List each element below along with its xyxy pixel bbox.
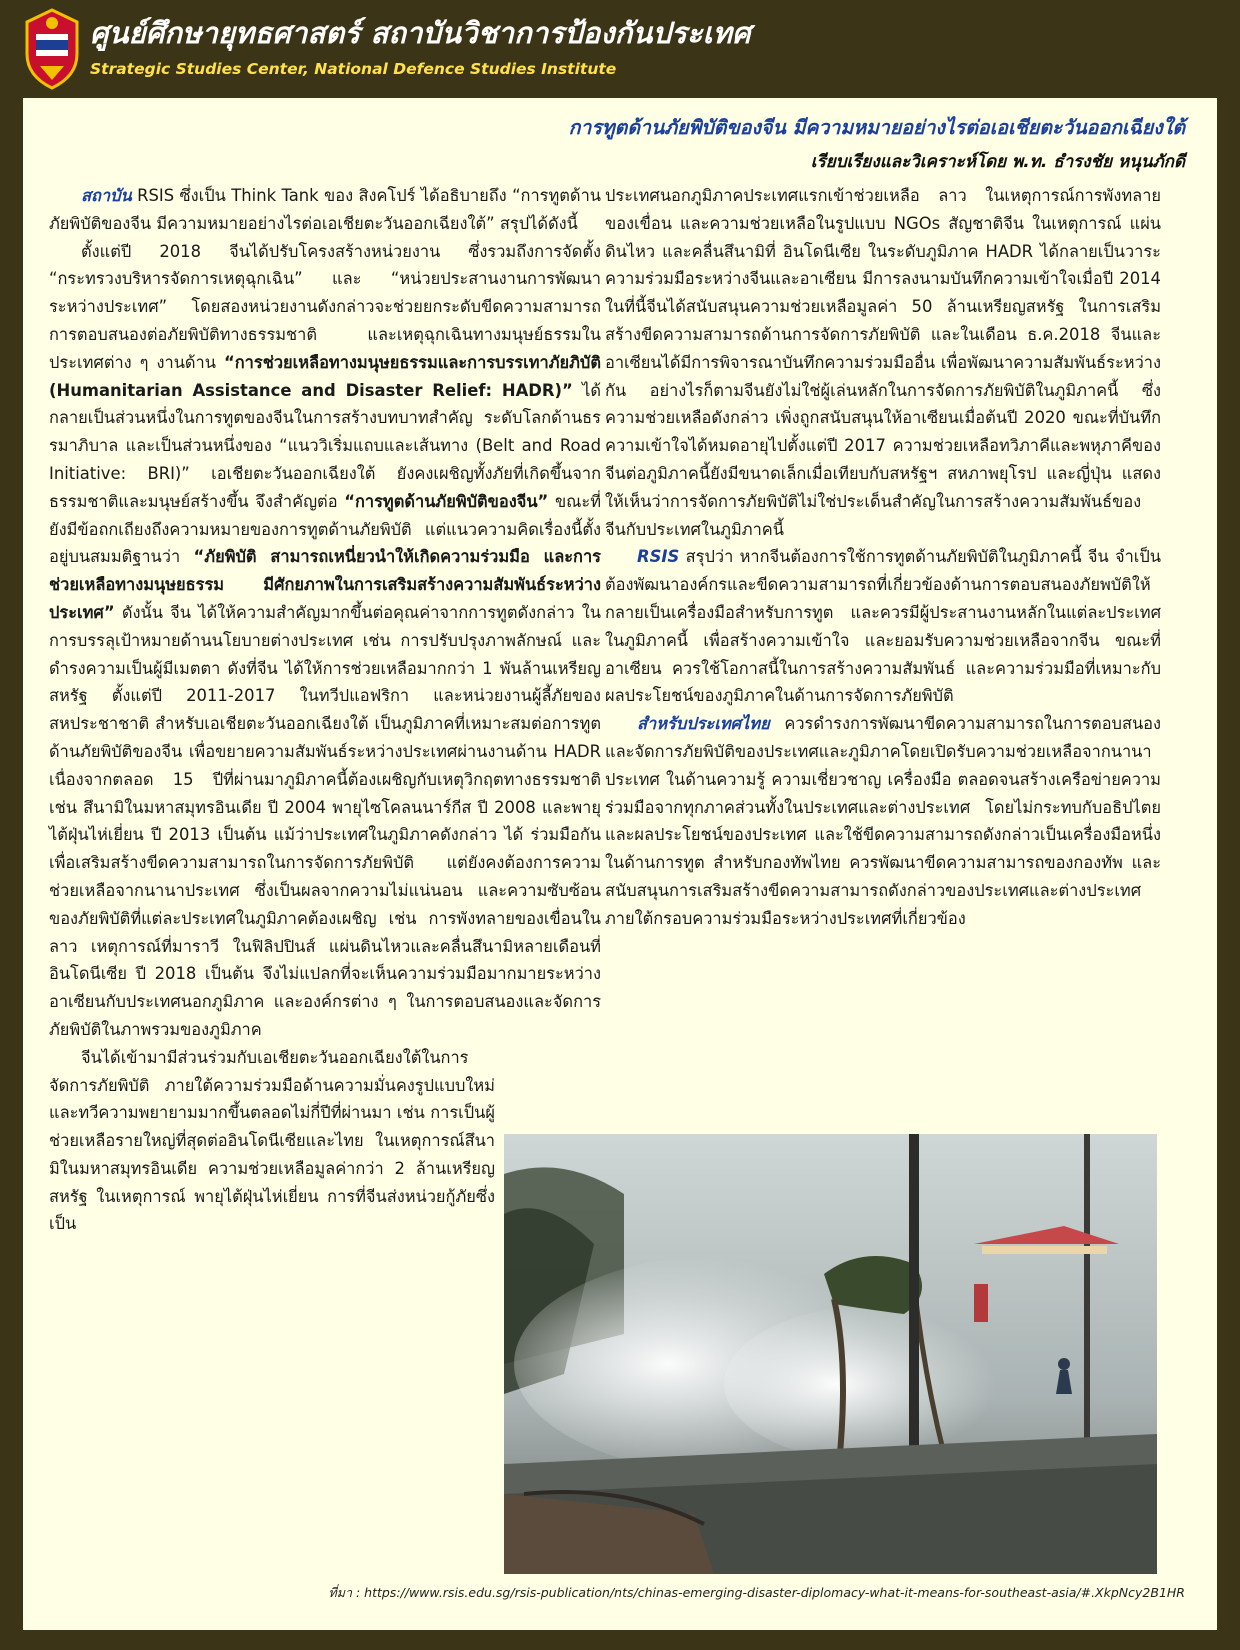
keyword-rsis: RSIS: [637, 547, 680, 567]
header-title-th: ศูนย์ศึกษายุทธศาสตร์ สถาบันวิชาการป้องกันประเทศ: [90, 16, 751, 50]
keyword-thailand: สำหรับประเทศไทย: [637, 714, 770, 734]
disaster-diplomacy-highlight: “การทูตด้านภัยพิบัติของจีน”: [344, 491, 549, 511]
article-author: เรียบเรียงและวิเคราะห์โดย พ.ท. ธำรงชัย หนุนภักดี: [810, 152, 1185, 172]
header-title-en: Strategic Studies Center, National Defence Studies Institute: [90, 60, 617, 78]
article-title: การทูตด้านภัยพิบัติของจีน มีความหมายอย่างไรต่อเอเชียตะวันออกเฉียงใต้: [568, 116, 1185, 139]
typhoon-storm-photo: [504, 1134, 1157, 1574]
keyword-institute: สถาบัน: [81, 186, 132, 205]
article-page: [23, 98, 1217, 1630]
paragraph-rsis-summary: RSIS สรุปว่า หากจีนต้องการใช้การทูตด้านภัยพิบัติในภูมิภาคนี้ จีน จำเป็นต้องพัฒนาองค์กรและขีดความสามารถที่เกี่ยวข้องด้านการตอบสนองภัยพบัติให้กลายเป็นเครื่องมือสำหรับการทูต และควรมีผู้ประสานงานหลักในแต่ละประเทศในภูมิภาคนี้ เพื่อสร้างความเข้าใจ และยอมรับความช่วยเหลือจากจีน ขณะที่อาเซียน ควรใช้โอกาสนี้ในการสร้างความสัมพันธ์ และความร่วมมือที่เหมาะกับผลประโยชน์ของภูมิภาคในด้านการจัดการภัยพิบัติ: [605, 547, 1161, 706]
paragraph-continued: ประเทศนอกภูมิภาคประเทศแรกเข้าช่วยเหลือ ลาว ในเหตุการณ์การพังทลายของเขื่อน และความช่วยเหลือในรูปแบบ NGOs สัญชาติจีน ในเหตุการณ์ แผ่นดินไหว และคลื่นสึนามิที่ อินโดนีเซีย ในระดับภูมิภาค HADR ได้กลายเป็นวาระความร่วมมือระหว่างจีนและอาเซียน มีการลงนามบันทึกความเข้าใจเมื่อปี 2014 ในที่นี้จีนได้สนับสนุนความช่วยเหลือมูลค่า 50 ล้านเหรียญสหรัฐ ในการเสริมสร้างขีดความสามารถด้านการจัดการภัยพิบัติ และในเดือน ธ.ค.2018 จีนและอาเซียนได้มีการพิจารณาบันทึกความร่วมมืออื่น เพื่อพัฒนาความสัมพันธ์ระหว่างกัน อย่างไรก็ตามจีนยังไม่ใช่ผู้เล่นหลักในการจัดการภัยพิบัติในภูมิภาคนี้ ซึ่งความช่วยเหลือดังกล่าว เพิ่งถูกสนับสนุนให้อาเซียนเมื่อต้นปี 2020 ขณะที่บันทึกความเข้าใจได้หมดอายุไปตั้งแต่ปี 2017 ความช่วยเหลือทวิภาคีและพหุภาคีของจีนต่อภูมิภาคนี้ยังมีขนาดเล็กเมื่อเทียบกับสหรัฐฯ สหภาพยุโรป และญี่ปุ่น แสดงให้เห็นว่าการจัดการภัยพิบัติไม่ใช่ประเด็นสำคัญในการสร้างความสัมพันธ์ของจีนกับประเทศในภูมิภาคนี้: [605, 186, 1161, 539]
ndsi-emblem-icon: [22, 8, 82, 90]
source-citation: ที่มา : https://www.rsis.edu.sg/rsis-publication/nts/chinas-emerging-disaster-diplomacy-what-it-means-for-southeast-asia/#.XkpNcy2B1HR: [328, 1585, 1185, 1600]
hadr-highlight: “การช่วยเหลือทางมนุษยธรรมและการบรรเทาภัยภิบัติ (Humanitarian Assistance and Disaster Relief: HADR)”: [49, 352, 601, 400]
hypothesis-highlight: “ภัยพิบัติ สามารถเหนี่ยวนำให้เกิดความร่วมมือ และการช่วยเหลือทางมนุษยธรรม มีศักยภาพในการเสริมสร้างความสัมพันธ์ระหว่างประเทศ”: [49, 547, 601, 622]
paragraph-intro: สถาบัน RSIS ซึ่งเป็น Think Tank ของ สิงคโปร์ ได้อธิบายถึง “การทูตด้านภัยพิบัติของจีน มีความหมายอย่างไรต่อเอเชียตะวันออกเฉียงใต้” สรุปได้ดังนี้: [49, 186, 601, 233]
right-column: [605, 182, 1161, 933]
paragraph-china-engagement: จีนได้เข้ามามีส่วนร่วมกับเอเชียตะวันออกเฉียงใต้ในการจัดการภัยพิบัติ ภายใต้ความร่วมมือด้านความมั่นคงรูปแบบใหม่ และทวีความพยายามมากขึ้นตลอดไม่กี่ปีที่ผ่านมา เช่น การเป็นผู้ช่วยเหลือรายใหญ่ที่สุดต่ออินโดนีเซียและไทย ในเหตุการณ์สึนามิในมหาสมุทรอินเดีย ความช่วยเหลือมูลค่ากว่า 2 ล้านเหรียญสหรัฐ ในเหตุการณ์ พายุไต้ฝุ่นไห่เยี่ยน การที่จีนส่งหน่วยกู้ภัยซึ่งเป็น: [49, 1047, 495, 1234]
header: [0, 0, 1240, 98]
paragraph-thailand: สำหรับประเทศไทย ควรดำรงการพัฒนาขีดความสามารถในการตอบสนอง และจัดการภัยพิบัติของประเทศและภูมิภาคโดยเปิดรับความช่วยเหลือจากนานาประเทศ ในด้านความรู้ ความเชี่ยวชาญ เครื่องมือ ตลอดจนสร้างเครือข่ายความร่วมมือจากทุกภาคส่วนทั้งในประเทศและต่างประเทศ โดยไม่กระทบกับอธิปไตยและผลประโยชน์ของประเทศ และใช้ขีดความสามารถดังกล่าวเป็นเครื่องมือหนึ่งในด้านการทูต สำหรับกองทัพไทย ควรพัฒนาขีดความสามารถของกองทัพ และสนับสนุนการเสริมสร้างขีดความสามารถดังกล่าวของประเทศและต่างประเทศ ภายใต้กรอบความร่วมมือระหว่างประเทศที่เกี่ยวข้อง: [605, 714, 1161, 928]
left-column: [49, 182, 601, 1238]
paragraph-restructure: ตั้งแต่ปี 2018 จีนได้ปรับโครงสร้างหน่วยงาน ซึ่งรวมถึงการจัดตั้ง “กระทรวงบริหารจัดการเหตุฉุกเฉิน” และ “หน่วยประสานงานการพัฒนาระหว่างประเทศ” โดยสองหน่วยงานดังกล่าวจะช่วยยกระดับขีดความสามารถการตอบสนองต่อภัยพิบัติทางธรรมชาติ และเหตุฉุกเฉินทางมนุษย์ธรรมในประเทศต่าง ๆ งานด้าน “การช่วยเหลือทางมนุษยธรรมและการบรรเทาภัยภิบัติ (Humanitarian Assistance and Disaster Relief: HADR)” ได้กลายเป็นส่วนหนึ่งในการทูตของจีนในการสร้างบทบาทสำคัญ ระดับโลกด้านธรรมาภิบาล และเป็นส่วนหนึ่งของ “แนววิเริ่มแถบและเส้นทาง (Belt and Road Initiative: BRI)” เอเชียตะวันออกเฉียงใต้ ยังคงเผชิญทั้งภัยที่เกิดขึ้นจากธรรมชาติและมนุษย์สร้างขึ้น จึงสำคัญต่อ “การทูตด้านภัยพิบัติของจีน” ขณะที่ยังมีข้อถกเถียงถึงความหมายของการทูตด้านภัยพิบัติ แต่แนวความคิดเรื่องนี้ตั้งอยู่บนสมมติฐานว่า “ภัยพิบัติ สามารถเหนี่ยวนำให้เกิดความร่วมมือ และการช่วยเหลือทางมนุษยธรรม มีศักยภาพในการเสริมสร้างความสัมพันธ์ระหว่างประเทศ” ดังนั้น จีน ได้ให้ความสำคัญมากขึ้นต่อคุณค่าจากการทูตดังกล่าว ในการบรรลุเป้าหมายด้านนโยบายต่างประเทศ เช่น การปรับปรุงภาพลักษณ์ และดำรงความเป็นผู้มีเมตตา ดังที่จีน ได้ให้การช่วยเหลือมากกว่า 1 พันล้านเหรียญสหรัฐ ตั้งแต่ปี 2011-2017 ในทวีปแอฟริกา และหน่วยงานผู้ลี้ภัยของสหประชาชาติ สำหรับเอเชียตะวันออกเฉียงใต้ เป็นภูมิภาคที่เหมาะสมต่อการทูตด้านภัยพิบัติของจีน เพื่อขยายความสัมพันธ์ระหว่างประเทศผ่านงานด้าน HADR เนื่องจากตลอด 15 ปีที่ผ่านมาภูมิภาคนี้ต้องเผชิญกับเหตุวิกฤตทางธรรมชาติ เช่น สึนามิในมหาสมุทรอินเดีย ปี 2004 พายุไซโคลนนาร์กีส ปี 2008 และพายุไต้ฝุ่นไห่เยี่ยน ปี 2013 เป็นต้น แม้ว่าประเทศในภูมิภาคดังกล่าว ได้ ร่วมมือกันเพื่อเสริมสร้างขีดความสามารถในการจัดการภัยพิบัติ แต่ยังคงต้องการความช่วยเหลือจากนานาประเทศ ซึ่งเป็นผลจากความไม่แน่นอน และความซับซ้อนของภัยพิบัติที่แต่ละประเทศในภูมิภาคต้องเผชิญ เช่น การพังทลายของเขื่อนในลาว เหตุการณ์ที่มาราวี ในฟิลิปปินส์ แผ่นดินไหวและคลื่นสึนามิหลายเดือนที่อินโดนีเซีย ปี 2018 เป็นต้น จึงไม่แปลกที่จะเห็นความร่วมมือมากมายระหว่างอาเซียนกับประเทศนอกภูมิภาค และองค์กรต่าง ๆ ในการตอบสนองและจัดการภัยพิบัติในภาพรวมของภูมิภาค: [49, 241, 601, 1039]
